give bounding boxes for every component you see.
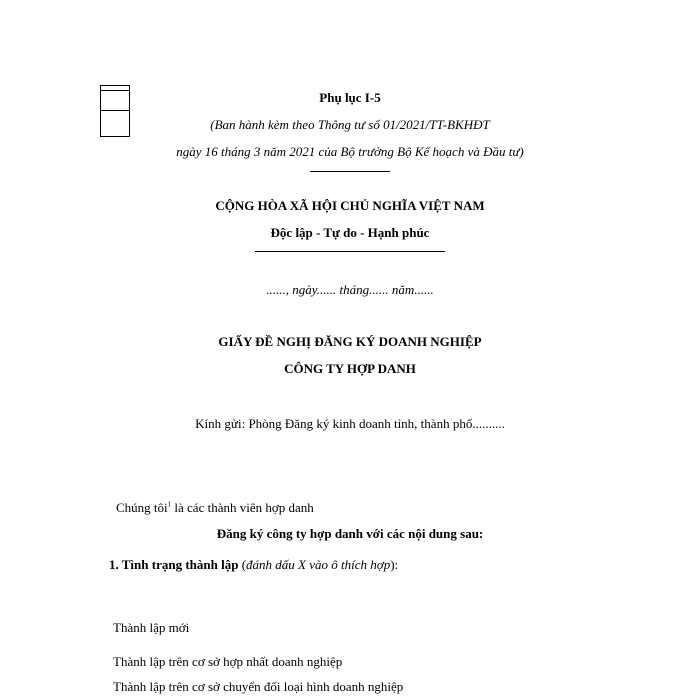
section-1-label: 1. Tình trạng thành lập (109, 557, 239, 572)
register-line: Đăng ký công ty hợp danh với các nội dung sau: (216, 526, 484, 541)
motto-rule (255, 251, 445, 252)
date-line: ......, ngày...... tháng...... năm...... (266, 282, 434, 297)
section-1-close: ): (390, 557, 399, 572)
section-1-heading (109, 557, 398, 573)
section-1-hint: đánh dấu X vào ô thích hợp (246, 557, 391, 572)
checkbox-divider (101, 110, 129, 111)
national-name: CỘNG HÒA XÃ HỘI CHỦ NGHĨA VIỆT NAM (215, 198, 485, 213)
footnote-marker: 1 (167, 500, 172, 509)
option-new: Thành lập mới (113, 620, 190, 635)
form-subtitle: CÔNG TY HỢP DANH (284, 361, 416, 376)
members-suffix: là các thành viên hợp danh (171, 500, 314, 515)
recipient-line: Kính gửi: Phòng Đăng ký kinh doanh tỉnh, thành phố.......... (195, 416, 505, 431)
appendix-title: Phụ lục I-5 (319, 90, 381, 105)
members-prefix: Chúng tôi (116, 500, 168, 515)
option-merger: Thành lập trên cơ sở hợp nhất doanh nghiệp (113, 654, 343, 669)
issued-under-line: (Ban hành kèm theo Thông tư số 01/2021/TT-BKHĐT (210, 117, 490, 132)
members-line (116, 500, 314, 516)
form-title: GIẤY ĐỀ NGHỊ ĐĂNG KÝ DOANH NGHIỆP (218, 334, 482, 349)
national-motto: Độc lập - Tự do - Hạnh phúc (270, 225, 430, 240)
section-1-open: ( (238, 557, 247, 572)
issued-date-line: ngày 16 tháng 3 năm 2021 của Bộ trưởng Bộ Kế hoạch và Đầu tư) (176, 144, 524, 159)
option-conversion: Thành lập trên cơ sở chuyển đổi loại hình doanh nghiệp (113, 679, 404, 694)
header-rule (310, 171, 390, 172)
